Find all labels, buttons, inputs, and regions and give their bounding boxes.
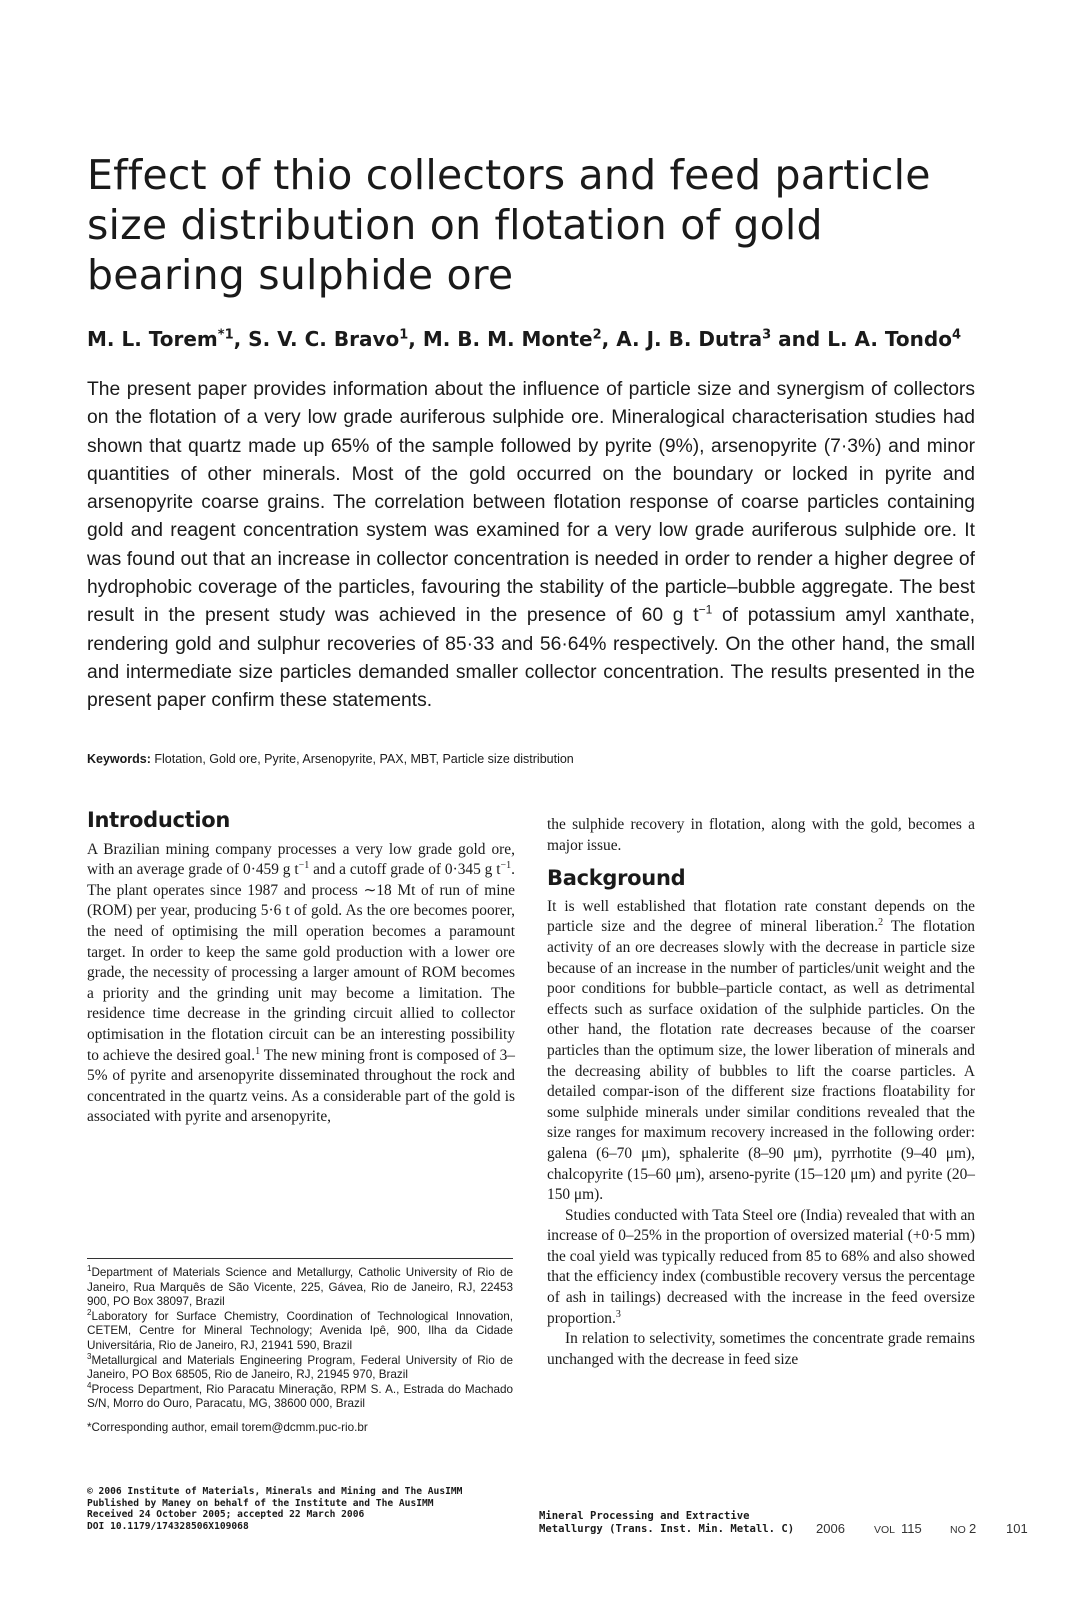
- affiliations: [87, 1266, 513, 1436]
- affiliation-note: [87, 1307, 513, 1354]
- background-paragraph: In relation to selectivity, sometimes the concentrate grade remains unchanged with the decrease in feed size: [547, 1330, 975, 1368]
- affiliation-text: Laboratory for Surface Chemistry, Coordination of Technological Innovation, CETEM, Centre for Mineral Technology; Avenida Ipê, 900, Ilha da Cidade Universitária, Rio de Janeiro, RJ, 21941 590, Brazil: [87, 1309, 513, 1352]
- author-affiliation-mark: 4: [951, 327, 961, 343]
- author-list: [87, 327, 987, 351]
- issue-label: NO: [950, 1524, 966, 1536]
- journal-year: 2006: [816, 1521, 845, 1536]
- abstract: [87, 376, 975, 716]
- unit-exponent: −1: [500, 860, 512, 872]
- author-separator: ,: [233, 327, 249, 351]
- footnote-divider: [87, 1258, 513, 1259]
- right-column: [547, 815, 975, 1370]
- abstract-text: of potassium amyl xanthate, rendering gold and sulphur recoveries of 85·33 and 56·64% respectively. On the other hand, the small and intermediate size particles demanded smaller collector concentration. The results presented in the present paper confirm these statements.: [87, 605, 976, 712]
- keywords-list: Flotation, Gold ore, Pyrite, Arsenopyrite, PAX, MBT, Particle size distribution: [150, 752, 574, 766]
- received-line: Received 24 October 2005; accepted 22 March 2006: [87, 1509, 365, 1520]
- paper-title: Effect of thio collectors and feed particle size distribution on flotation of gold bearing sulphide ore: [87, 151, 931, 299]
- abstract-text: The present paper provides information about the influence of particle size and synergism of collectors on the flotation of a very low grade auriferous sulphide ore. Mineralogical characterisation studies had shown that quartz made up 65% of the sample followed by pyrite (9%), arsenopyrite (7·3%) and minor quantities of other minerals. Most of the gold occurred on the boundary or locked in pyrite and arsenopyrite coarse grains. The correlation between flotation response of coarse particles containing gold and reagent concentration system was examined for a very low grade auriferous sulphide ore. It was found out that an increase in collector concentration is needed in order to render a higher degree of hydrophobic coverage of the particles, favouring the stability of the particle–bubble aggregate. The best result in the present study was achieved in the presence of 60 g t: [87, 379, 975, 627]
- affiliation-mark: 4: [87, 1380, 92, 1390]
- background-paragraph: [547, 897, 975, 1206]
- author-separator: and: [771, 327, 828, 351]
- continued-paragraph: the sulphide recovery in flotation, along with the gold, becomes a major issue.: [547, 816, 975, 854]
- affiliation-mark: 1: [87, 1264, 92, 1274]
- corresponding-author: *Corresponding author, email torem@dcmm.puc-rio.br: [87, 1420, 368, 1434]
- introduction-paragraph: [87, 840, 515, 1128]
- background-paragraph: [547, 1206, 975, 1330]
- publisher-line: Published by Maney on behalf of the Institute and The AusIMM: [87, 1497, 434, 1509]
- affiliation-text: Department of Materials Science and Metallurgy, Catholic University of Rio de Janeiro, Rua Marquês de São Vicente, 225, Gávea, Rio de Janeiro, RJ, 22453 900, PO Box 38097, Brazil: [87, 1266, 513, 1309]
- affiliation-note: [87, 1266, 513, 1310]
- introduction-heading: Introduction: [87, 808, 231, 832]
- keywords-label: Keywords:: [87, 752, 151, 766]
- author-separator: ,: [601, 327, 617, 351]
- abstract-unit-exponent: −1: [698, 602, 713, 617]
- issue-number: 2: [969, 1521, 977, 1536]
- author-separator: ,: [408, 327, 423, 351]
- body-text: It is well established that flotation rate constant depends on the particle size and the degree of mineral liberation.: [547, 897, 975, 936]
- doi-line: DOI 10.1179/174328506X109068: [87, 1520, 249, 1532]
- affiliation-text: Process Department, Rio Paracatu Mineração, RPM S. A., Estrada do Machado S/N, Morro do Ouro, Paracatu, MG, 38600 000, Brazil: [87, 1382, 513, 1411]
- affiliation-mark: 2: [87, 1307, 92, 1317]
- author-name: A. J. B. Dutra: [616, 327, 763, 351]
- volume-number: 115: [901, 1521, 922, 1536]
- body-text: Studies conducted with Tata Steel ore (India) revealed that with an increase of 0–25% in the proportion of oversized material (+0·5 mm) the coal yield was typically reduced from 85 to 68% and also showed that the efficiency index (combustible recovery versus the percentage of ash in tailings) decreased with the increase in the feed oversize proportion.: [547, 1206, 975, 1327]
- author-affiliation-mark: 2: [592, 327, 602, 343]
- author-name: M. L. Torem: [87, 327, 218, 351]
- author-name: L. A. Tondo: [827, 327, 952, 351]
- body-text: A Brazilian mining company processes a very low grade gold ore, with an average grade of 0·459 g t: [87, 840, 515, 879]
- affiliation-text: Metallurgical and Materials Engineering Program, Federal University of Rio de Janeiro, PO Box 68505, Rio de Janeiro, RJ, 21945 970, Brazil: [87, 1353, 513, 1382]
- author-affiliation-mark: 3: [762, 327, 772, 343]
- affiliation-note: [87, 1380, 513, 1412]
- body-text: The flotation activity of an ore decreases slowly with the decrease in particle size because of an increase in the number of particles/unit weight and the poor conditions for bubble–particle contact, as well as detrimental effects such as surface oxidation of the sulphide particles. On the other hand, the flotation rate decreases because of the coarser particles than the optimum size, the lower liberation of minerals and the decreasing ability of bubbles to lift the coarse particles. A detailed compar-ison of the different size fractions floatability for some sulphide minerals under similar conditions revealed that the size ranges for maximum recovery increased in the following order: galena (6–70 μm), sphalerite (8–90 μm), pyrrhotite (9–40 μm), chalcopyrite (15–60 μm), arseno-pyrite (15–120 μm) and pyrite (20–150 μm).: [547, 918, 975, 1204]
- body-text: The new mining front is composed of 3–5% of pyrite and arsenopyrite disseminated throughout the rock and concentrated in the quartz veins. As a considerable part of the gold is associated with pyrite and arsenopyrite,: [87, 1046, 515, 1126]
- citation-mark: 3: [615, 1308, 621, 1320]
- citation-mark: 2: [878, 917, 884, 929]
- author-affiliation-mark: 1: [399, 327, 409, 343]
- author-name: S. V. C. Bravo: [248, 327, 400, 351]
- background-heading: Background: [547, 866, 686, 891]
- journal-name-line: Metallurgy (Trans. Inst. Min. Metall. C): [539, 1522, 795, 1535]
- affiliation-note: [87, 1351, 513, 1383]
- author-affiliation-mark: *1: [217, 327, 234, 343]
- left-column: [87, 810, 515, 1128]
- volume-label: VOL: [874, 1524, 896, 1536]
- page-number: 101: [1006, 1521, 1028, 1536]
- copyright-line: © 2006 Institute of Materials, Minerals and Mining and The AusIMM: [87, 1486, 463, 1497]
- keywords: [87, 752, 975, 766]
- citation-mark: 1: [255, 1045, 261, 1057]
- unit-exponent: −1: [298, 860, 310, 872]
- affiliation-mark: 3: [87, 1351, 92, 1361]
- journal-name-line: Mineral Processing and Extractive: [539, 1510, 750, 1522]
- body-text: and a cutoff grade of 0·345 g t: [309, 861, 501, 879]
- body-text: . The plant operates since 1987 and process ∼18 Mt of run of mine (ROM) per year, producing 5·6 t of gold. As the ore becomes poorer, the need of optimising the mill operation becomes a paramount target. In order to keep the same gold production with a lower ore grade, the necessity of processing a larger amount of ROM becomes a priority and the grinding unit may become a limitation. The residence time decrease in the grinding circuit allied to collector optimisation in the flotation circuit can be an interesting possibility to achieve the desired goal.: [87, 861, 515, 1064]
- journal-name: [539, 1510, 839, 1535]
- author-name: M. B. M. Monte: [422, 327, 593, 351]
- publication-info: [87, 1486, 507, 1532]
